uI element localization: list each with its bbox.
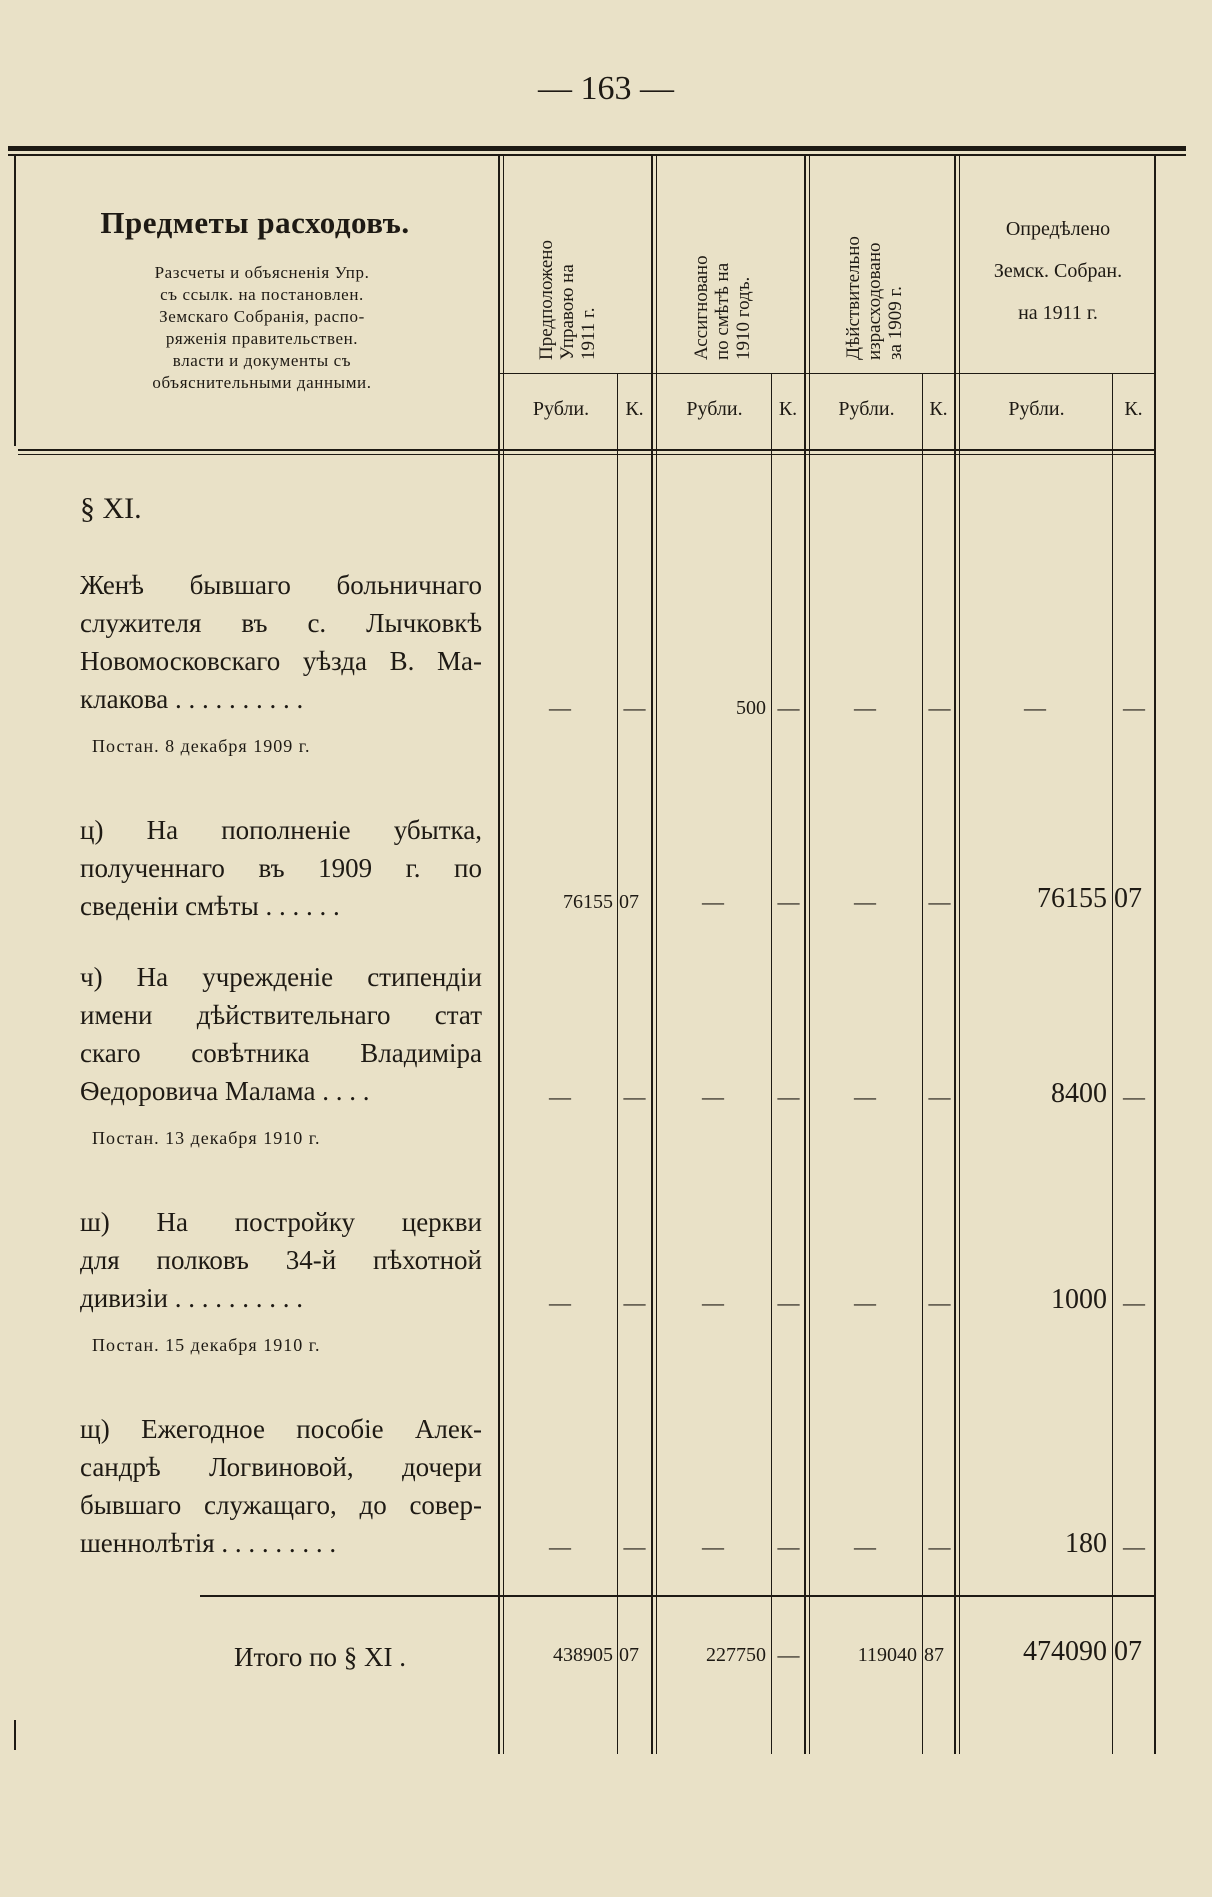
value-cell-r4-c7: — bbox=[1123, 1534, 1145, 1559]
value-cell-r3-c3: — bbox=[777, 1290, 800, 1315]
value-cell-r5-c5: 87 bbox=[924, 1644, 944, 1666]
value-cell-r5-c0: 438905 bbox=[553, 1644, 613, 1666]
col-line-4 bbox=[954, 156, 956, 1754]
value-cell-r5-c4: 119040 bbox=[857, 1644, 917, 1666]
value-cell-r4-c2: — bbox=[702, 1534, 724, 1559]
col-header-spent: Дѣйствительно израсходовано за 1909 г. bbox=[843, 236, 906, 360]
value-cell-r5-c3: — bbox=[777, 1642, 800, 1667]
value-cell-r0-c3: — bbox=[777, 695, 800, 720]
header-bottom-rule-b bbox=[18, 454, 1156, 455]
value-cell-r2-c2: — bbox=[702, 1084, 724, 1109]
value-cell-r0-c7: — bbox=[1123, 695, 1145, 720]
unit-kop-2: К. bbox=[778, 398, 798, 420]
header-bottom-rule bbox=[18, 449, 1156, 451]
total-rule bbox=[200, 1595, 1156, 1597]
value-cell-r1-c2: — bbox=[702, 889, 724, 914]
value-cell-r5-c7: 07 bbox=[1114, 1636, 1142, 1667]
value-cell-r1-c7: 07 bbox=[1114, 883, 1142, 914]
unit-kop-1: К. bbox=[625, 398, 644, 420]
col-line-3 bbox=[804, 156, 806, 1754]
unit-rub-2: Рубли. bbox=[686, 398, 743, 420]
value-cell-r3-c5: — bbox=[928, 1290, 951, 1315]
value-cell-r0-c0: — bbox=[549, 695, 571, 720]
header-title: Предметы расходовъ. bbox=[100, 205, 410, 240]
value-cell-r1-c3: — bbox=[777, 889, 800, 914]
value-cell-r0-c6: — bbox=[1024, 695, 1046, 720]
value-cell-r4-c5: — bbox=[928, 1534, 951, 1559]
col-header-determined: Опредѣлено Земск. Собран. на 1911 г. bbox=[993, 218, 1123, 324]
value-cell-r1-c6: 76155 bbox=[1037, 883, 1107, 914]
value-cell-r2-c7: — bbox=[1123, 1084, 1145, 1109]
value-cell-r3-c4: — bbox=[854, 1290, 876, 1315]
unit-row-rule bbox=[498, 373, 1156, 374]
unit-rub-4: Рубли. bbox=[1008, 398, 1065, 420]
value-cell-r4-c3: — bbox=[777, 1534, 800, 1559]
left-border bbox=[14, 156, 16, 446]
value-cell-r3-c6: 1000 bbox=[1051, 1284, 1107, 1315]
entry-text-1: ц) На пополненіе убытка, полученнаго въ 1909 г. по сведеніи смѣты . . . . . . bbox=[80, 815, 482, 921]
col-line-2b bbox=[656, 156, 657, 1754]
unit-kop-4: К. bbox=[1124, 398, 1143, 420]
top-rule-thin bbox=[8, 154, 1186, 156]
value-cell-r4-c6: 180 bbox=[1065, 1528, 1107, 1559]
value-cell-r4-c0: — bbox=[549, 1534, 571, 1559]
entry-text-4: щ) Ежегодное пособіе Алек- сандрѣ Логвиновой, дочери бывшаго служащаго, до совер- шеннолѣтія . . . . . . . . . bbox=[80, 1414, 482, 1558]
value-cell-r0-c1: — bbox=[623, 695, 646, 720]
value-cell-r5-c2: 227750 bbox=[706, 1644, 766, 1666]
col-line-3b bbox=[809, 156, 810, 1754]
col-line-1 bbox=[498, 156, 500, 1754]
value-cell-r2-c6: 8400 bbox=[1051, 1078, 1107, 1109]
entry-ref-2: Постан. 13 декабря 1910 г. bbox=[92, 1128, 321, 1148]
value-cell-r2-c4: — bbox=[854, 1084, 876, 1109]
entry-ref-0: Постан. 8 декабря 1909 г. bbox=[92, 736, 311, 756]
value-cell-r1-c4: — bbox=[854, 889, 876, 914]
entry-text-2: ч) На учрежденіе стипендіи имени дѣйствительнаго стат скаго совѣтника Владиміра Ѳедоровича Малама . . . . bbox=[80, 962, 482, 1106]
col-sep-2 bbox=[771, 373, 772, 1754]
right-border bbox=[1154, 156, 1156, 1754]
value-cell-r5-c6: 474090 bbox=[1023, 1636, 1107, 1667]
value-cell-r2-c0: — bbox=[549, 1084, 571, 1109]
col-sep-3 bbox=[922, 373, 923, 1754]
value-cell-r2-c1: — bbox=[623, 1084, 646, 1109]
col-line-2 bbox=[651, 156, 653, 1754]
entry-ref-3: Постан. 15 декабря 1910 г. bbox=[92, 1335, 321, 1355]
value-cell-r0-c4: — bbox=[854, 695, 876, 720]
value-cell-r4-c4: — bbox=[854, 1534, 876, 1559]
value-cell-r3-c2: — bbox=[702, 1290, 724, 1315]
value-cell-r5-c1: 07 bbox=[619, 1644, 639, 1666]
section-heading: § XI. bbox=[80, 492, 142, 525]
entry-text-0: Женѣ бывшаго больничнаго служителя въ с. Лычковкѣ Новомосковскаго уѣзда В. Ма- клакова . . . . . . . . . . bbox=[80, 570, 482, 714]
col-sep-4 bbox=[1112, 373, 1113, 1754]
total-label: Итого по § XI . bbox=[234, 1642, 407, 1672]
left-border-bottom bbox=[14, 1720, 16, 1750]
value-cell-r2-c5: — bbox=[928, 1084, 951, 1109]
col-line-4b bbox=[959, 156, 960, 1754]
col-sep-1 bbox=[617, 373, 618, 1754]
unit-kop-3: К. bbox=[929, 398, 948, 420]
page-number: — 163 — bbox=[538, 70, 674, 107]
unit-rub-3: Рубли. bbox=[838, 398, 895, 420]
col-header-proposed: Предположено Управою на 1911 г. bbox=[536, 240, 599, 360]
col-header-assigned: Ассигновано по смѣтѣ на 1910 годъ. bbox=[691, 255, 754, 360]
col-line-1b bbox=[503, 156, 504, 1754]
value-cell-r0-c2: 500 bbox=[736, 697, 766, 719]
value-cell-r3-c7: — bbox=[1123, 1290, 1145, 1315]
value-cell-r4-c1: — bbox=[623, 1534, 646, 1559]
value-cell-r1-c5: — bbox=[928, 889, 951, 914]
entry-text-3: ш) На постройку церкви для полковъ 34-й пѣхотной дивизіи . . . . . . . . . . bbox=[80, 1207, 482, 1313]
value-cell-r1-c0: 76155 bbox=[563, 891, 613, 913]
value-cell-r0-c5: — bbox=[928, 695, 951, 720]
value-cell-r2-c3: — bbox=[777, 1084, 800, 1109]
value-cell-r3-c0: — bbox=[549, 1290, 571, 1315]
value-cell-r1-c1: 07 bbox=[619, 891, 639, 913]
header-subtitle: Разсчеты и объясненія Упр. съ ссылк. на постановлен. Земскаго Собранія, распо- ряженія правительствен. власти и документы съ объяснительными данными. bbox=[152, 263, 372, 392]
unit-rub-1: Рубли. bbox=[532, 398, 590, 420]
top-rule bbox=[8, 146, 1186, 151]
value-cell-r3-c1: — bbox=[623, 1290, 646, 1315]
